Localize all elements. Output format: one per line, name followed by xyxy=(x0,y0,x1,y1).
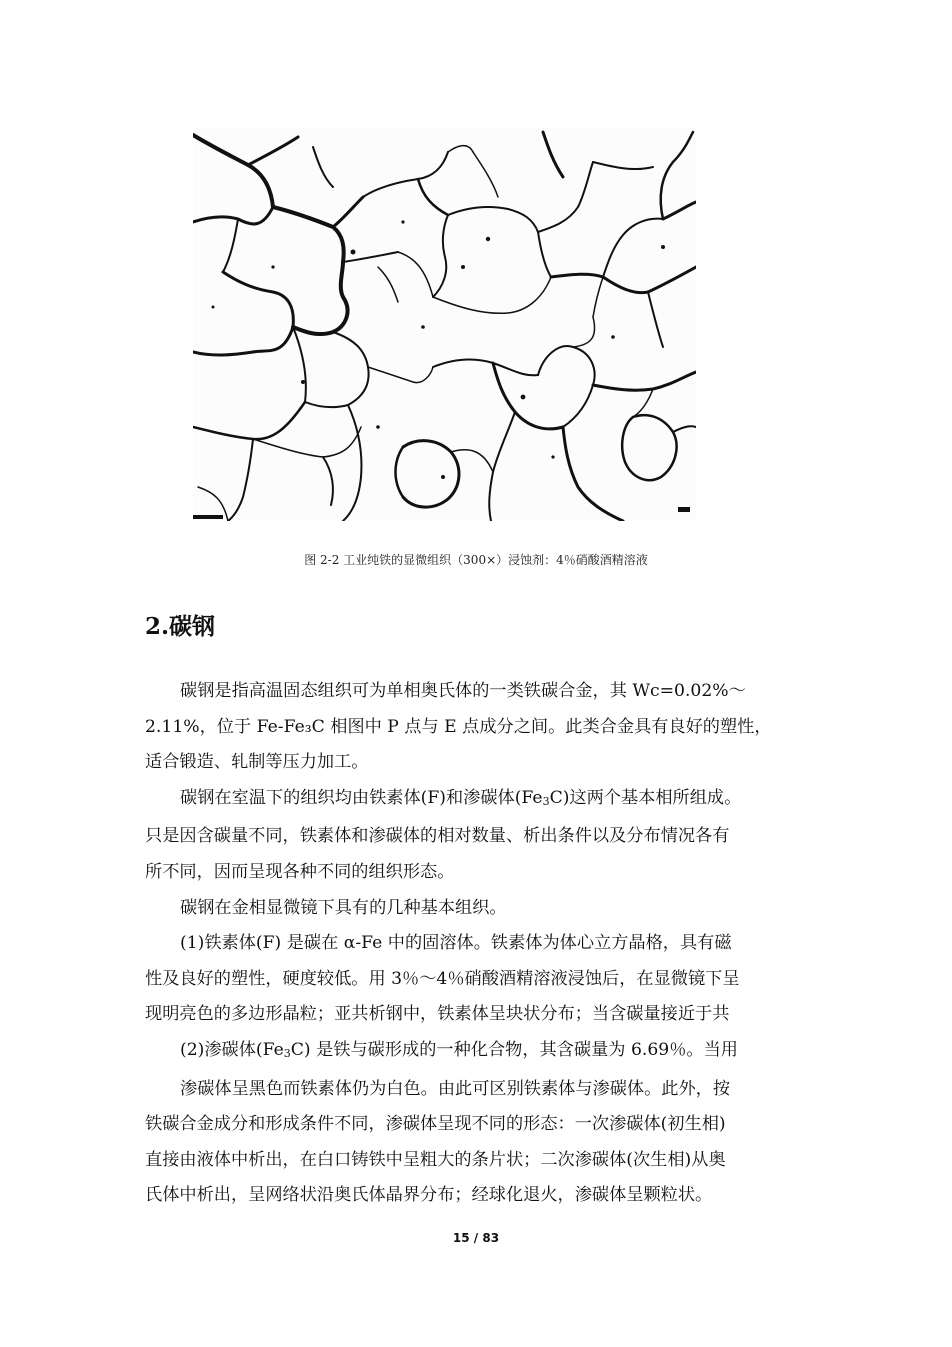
body-text xyxy=(145,674,805,1214)
text-run: C) 是铁与碳形成的一种化合物，其含碳量为 6.69％。当用 xyxy=(290,1039,738,1060)
grain-boundary-figure xyxy=(193,127,696,521)
paragraph-line: 氏体中析出，呈网络状沿奥氏体晶界分布；经球化退火，渗碳体呈颗粒状。 xyxy=(145,1185,713,1206)
paragraph-line: 现明亮色的多边形晶粒；亚共析钢中，铁素体呈块状分布；当含碳量接近于共 xyxy=(145,1004,730,1025)
paragraph-line: (1)铁素体(F) 是碳在 α-Fe 中的固溶体。铁素体为体心立方晶格，具有磁 xyxy=(180,933,732,954)
paragraph-line xyxy=(145,781,805,820)
paragraph-line: 铁碳合金成分和形成条件不同，渗碳体呈现不同的形态：一次渗碳体(初生相) xyxy=(145,1114,726,1135)
text-run: C)这两个基本相所组成。 xyxy=(549,787,742,808)
subscript: 3 xyxy=(542,794,550,808)
figure-caption: 图 2-2 工业纯铁的显微组织（300×）浸蚀剂：4％硝酸酒精溶液 xyxy=(304,553,648,567)
paragraph-line: 碳钢在金相显微镜下具有的几种基本组织。 xyxy=(180,897,507,918)
paragraph-line: 直接由液体中析出，在白口铸铁中呈粗大的条片状；二次渗碳体(次生相)从奥 xyxy=(145,1149,726,1170)
paragraph-line xyxy=(145,1033,805,1072)
paragraph-line: 渗碳体呈黑色而铁素体仍为白色。由此可区别铁素体与渗碳体。此外，按 xyxy=(180,1078,731,1099)
paragraph-line: 2.11%，位于 Fe-Fe₃C 相图中 P 点与 E 点成分之间。此类合金具有良好的塑性， xyxy=(145,716,772,737)
section-title: 2.碳钢 xyxy=(145,613,216,640)
paragraph-line: 性及良好的塑性，硬度较低。用 3％～4％硝酸酒精溶液浸蚀后，在显微镜下呈 xyxy=(145,968,740,989)
micrograph-image xyxy=(193,127,696,521)
subscript: 3 xyxy=(283,1046,291,1060)
paragraph-line: 碳钢是指高温固态组织可为单相奥氏体的一类铁碳合金，其 Wc=0.02%～ xyxy=(180,681,746,701)
text-run: 碳钢在室温下的组织均由铁素体(F)和渗碳体(Fe xyxy=(180,787,543,808)
paragraph-line: 适合锻造、轧制等压力加工。 xyxy=(145,752,369,773)
page-number: 15 / 83 xyxy=(452,1231,500,1245)
text-run: (2)渗碳体(Fe xyxy=(180,1039,284,1060)
paragraph-line: 所不同，因而呈现各种不同的组织形态。 xyxy=(145,861,455,882)
paragraph-line: 只是因含碳量不同，铁素体和渗碳体的相对数量、析出条件以及分布情况各有 xyxy=(145,826,730,847)
